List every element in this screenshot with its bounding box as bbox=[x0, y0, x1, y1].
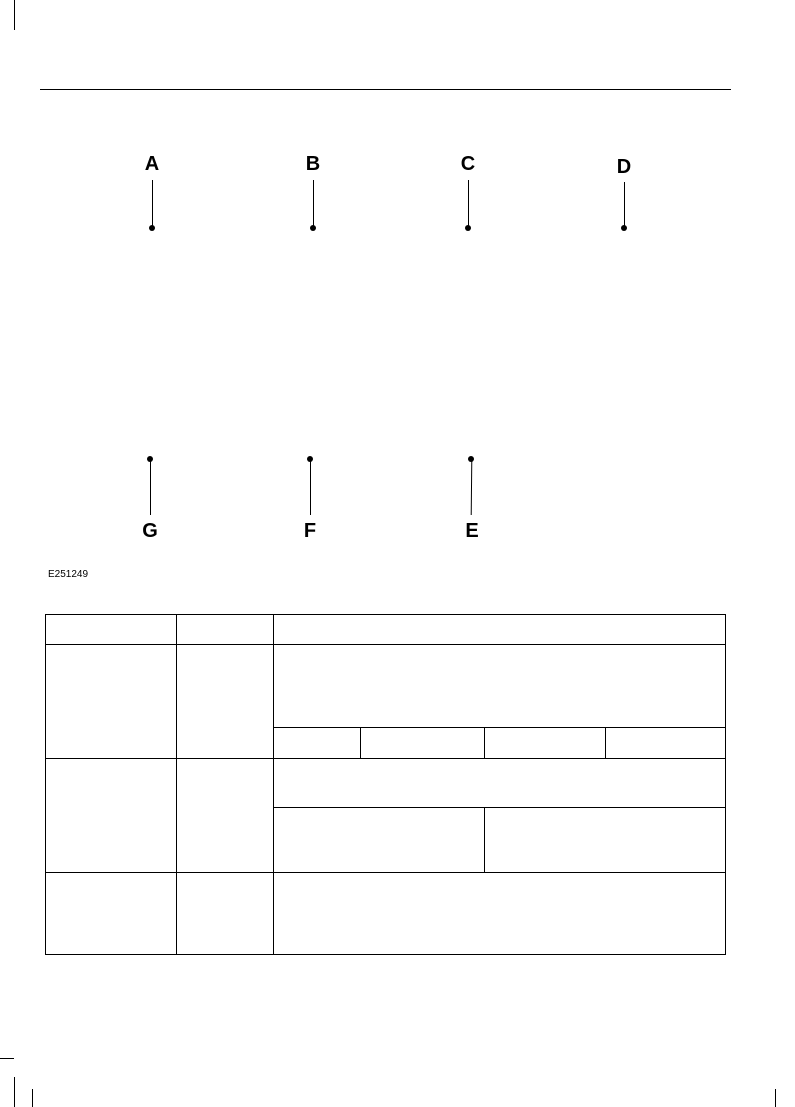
table-cell-nested bbox=[274, 645, 726, 759]
table-cell bbox=[46, 759, 177, 873]
nested-cell bbox=[484, 808, 726, 872]
callout-line-f bbox=[310, 459, 311, 515]
table-row bbox=[46, 873, 726, 955]
spec-table bbox=[45, 614, 726, 955]
callout-label-d: D bbox=[616, 156, 632, 178]
header-cell bbox=[274, 615, 726, 645]
crop-mark-bottom-right bbox=[775, 1089, 776, 1107]
callout-label-g: G bbox=[142, 520, 158, 542]
callout-label-b: B bbox=[305, 153, 321, 175]
header-cell bbox=[177, 615, 274, 645]
table-cell bbox=[46, 873, 177, 955]
crop-mark-bottom-left-v bbox=[14, 1077, 15, 1107]
table-cell bbox=[274, 873, 726, 955]
nested-cell bbox=[605, 728, 726, 758]
nested-row bbox=[274, 808, 726, 872]
header-rule bbox=[40, 89, 731, 90]
nested-cell bbox=[484, 728, 605, 758]
callout-line-c bbox=[468, 180, 469, 228]
header-cell bbox=[46, 615, 177, 645]
crop-mark-top-left bbox=[14, 0, 15, 30]
nested-top-cell bbox=[274, 759, 725, 808]
table-header-row bbox=[46, 615, 726, 645]
table-cell bbox=[177, 759, 274, 873]
nested-cell bbox=[274, 808, 484, 872]
crop-mark-bottom-left-h bbox=[0, 1058, 14, 1059]
table-row bbox=[46, 759, 726, 873]
callout-label-f: F bbox=[303, 520, 317, 542]
callout-line-a bbox=[152, 180, 153, 228]
table-cell bbox=[177, 645, 274, 759]
callout-dot-a bbox=[149, 225, 155, 231]
crop-mark-bottom-left-inner bbox=[32, 1089, 33, 1107]
figure-code: E251249 bbox=[48, 569, 89, 580]
nested-row bbox=[274, 728, 726, 758]
table-cell bbox=[177, 873, 274, 955]
callout-line-d bbox=[624, 182, 625, 228]
table-cell-nested bbox=[274, 759, 726, 873]
nested-top-cell bbox=[274, 645, 725, 728]
callout-label-e: E bbox=[465, 520, 479, 542]
table-row bbox=[46, 645, 726, 759]
callout-dot-b bbox=[310, 225, 316, 231]
callout-label-a: A bbox=[144, 153, 160, 175]
callout-line-g bbox=[150, 459, 151, 515]
callout-line-e bbox=[471, 459, 473, 515]
callout-dot-c bbox=[465, 225, 471, 231]
nested-cell bbox=[360, 728, 484, 758]
table-cell bbox=[46, 645, 177, 759]
nested-cell bbox=[274, 728, 360, 758]
callout-line-b bbox=[313, 180, 314, 228]
callout-dot-d bbox=[621, 225, 627, 231]
callout-label-c: C bbox=[460, 153, 476, 175]
